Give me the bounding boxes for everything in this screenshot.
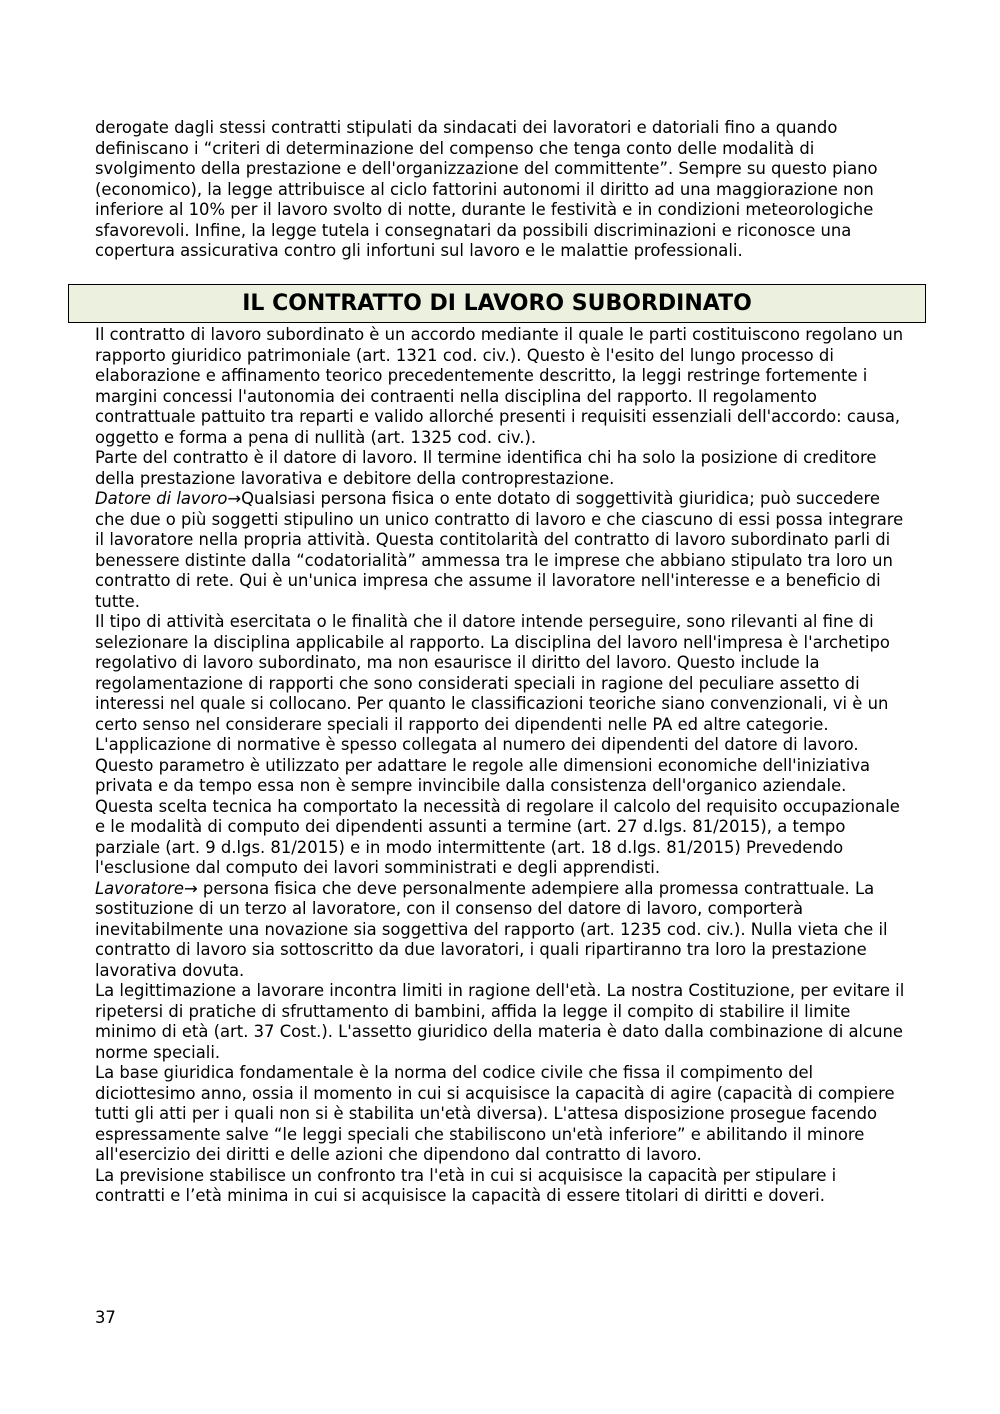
worker-definition-text: persona fisica che deve personalmente adempiere alla promessa contrattuale. La sostituzione di un terzo al lavoratore, con il consenso del datore di lavoro, comporterà inevitabilmente una novazione sia soggettiva del rapporto (art. 1235 cod. civ.). Nulla vieta che il contratto di lavoro sia sottoscritto da due lavoratori, i quali ripartiranno tra loro la prestazione lavorativa dovuta. [95,878,888,980]
paragraph-worker-definition [95,879,907,982]
page-number: 37 [95,1308,116,1327]
paragraph-employer-definition [95,489,907,612]
intro-paragraph: derogate dagli stessi contratti stipulati da sindacati dei lavoratori e datoriali fino a quando definiscano i “criteri di determinazione del compenso che tenga conto delle modalità di svolgimento della prestazione e dell'organizzazione del committente”. Sempre su questo piano (economico), la legge attribuisce al ciclo fattorini autonomi il diritto ad una maggiorazione non inferiore al 10% per il lavoro svolto di notte, durante le festività e in condizioni meteorologiche sfavorevoli. Infine, la legge tutela i consegnatari da possibili discriminazioni e riconosce una copertura assicurativa contro gli infortuni sul lavoro e le malattie professionali. [95,118,878,260]
paragraph-employee-count: L'applicazione di normative è spesso collegata al numero dei dipendenti del datore di lavoro. Questo parametro è utilizzato per adattare le regole alle dimensioni economiche dell'iniziativa privata e da tempo essa non è sempre invincibile dalla consistenza dell'organico aziendale. Questa scelta tecnica ha comportato la necessità di regolare il calcolo del requisito occupazionale e le modalità di computo dei dipendenti assunti a termine (art. 27 d.lgs. 81/2015), a tempo parziale (art. 9 d.lgs. 81/2015) e in modo intermittente (art. 18 d.lgs. 81/2015) Prevedendo l'esclusione dal computo dei lavori somministrati e degli apprendisti. [95,735,900,877]
paragraph-employer-party: Parte del contratto è il datore di lavoro. Il termine identifica chi ha solo la posizione di creditore della prestazione lavorativa e debitore della controprestazione. [95,448,877,488]
arrow-right-icon: → [227,489,242,508]
arrow-right-icon: → [183,878,198,898]
paragraph-activity-type: Il tipo di attività esercitata o le finalità che il datore intende perseguire, sono rilevanti al fine di selezionare la disciplina applicabile al rapporto. La disciplina del lavoro nell'impresa è l'archetipo regolativo di lavoro subordinato, ma non esaurisce il diritto del lavoro. Questo include la regolamentazione di rapporti che sono considerati speciali in ragione del peculiare assetto di interessi nel quale si collocano. Per quanto le classificazioni teoriche siano convenzionali, vi è un certo senso nel considerare speciali il rapporto dei dipendenti nelle PA ed altre categorie. [95,612,890,734]
employer-definition-text: Qualsiasi persona fisica o ente dotato di soggettività giuridica; può succedere che due o più soggetti stipulino un unico contratto di lavoro e che ciascuno di essi possa integrare il lavoratore nella propria attività. Questa contitolarità del contratto di lavoro subordinato parli di benessere distinte dalla “codatorialità” ammessa tra le imprese che abbiano stipulato tra loro un contratto di rete. Qui è un'unica impresa che assume il lavoratore nell'interesse e a beneficio di tutte. [95,489,904,611]
term-lavoratore: Lavoratore [95,878,184,898]
paragraph-age-limits: La legittimazione a lavorare incontra limiti in ragione dell'età. La nostra Costituzione, per evitare il ripetersi di pratiche di sfruttamento di bambini, affida la legge il compito di stabilire il limite minimo di età (art. 37 Cost.). L'assetto giuridico della materia è dato dalla combinazione di alcune norme speciali. [95,981,905,1062]
section-title: IL CONTRATTO DI LAVORO SUBORDINATO [68,284,926,323]
intro-block [95,118,907,262]
document-body [95,325,907,1207]
paragraph-capacity-comparison: La previsione stabilisce un confronto tra l'età in cui si acquisisce la capacità per stipulare i contratti e l’età minima in cui si acquisisce la capacità di essere titolari di diritti e doveri. [95,1165,837,1205]
paragraph-contract-definition: Il contratto di lavoro subordinato è un accordo mediante il quale le parti costituiscono regolano un rapporto giuridico patrimoniale (art. 1321 cod. civ.). Questo è l'esito del lungo processo di elaborazione e affinamento teorico precedentemente descritto, la leggi restringe fortemente i margini concessi l'autonomia dei contraenti nella disciplina del rapporto. Il regolamento contrattuale pattuito tra reparti e valido allorché presenti i requisiti essenziali dell'accordo: causa, oggetto e forma a pena di nullità (art. 1325 cod. civ.). [95,325,904,447]
term-datore-di-lavoro: Datore di lavoro [95,489,228,508]
paragraph-legal-basis: La base giuridica fondamentale è la norma del codice civile che fissa il compimento del diciottesimo anno, ossia il momento in cui si acquisisce la capacità di agire (capacità di compiere tutti gli atti per i quali non si è stabilita un'età diversa). L'attesa disposizione prosegue facendo espressamente salve “le leggi speciali che stabiliscono un'età inferiore” e abilitando il minore all'esercizio dei diritti e delle azioni che dipendono dal contratto di lavoro. [95,1063,895,1164]
